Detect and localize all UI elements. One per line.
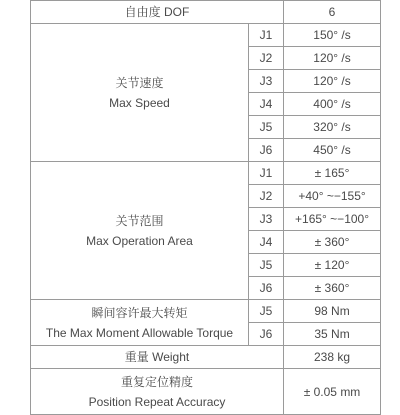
joint-cell: J3 <box>249 70 284 93</box>
range-value: +40° ~−155° <box>284 185 381 208</box>
torque-value: 98 Nm <box>284 300 381 323</box>
operation-area-label <box>31 162 249 300</box>
dof-value: 6 <box>284 1 381 24</box>
joint-cell: J6 <box>249 139 284 162</box>
joint-cell: J4 <box>249 93 284 116</box>
max-speed-label-cn: 关节速度 <box>115 75 164 90</box>
range-value: +165° ~−100° <box>284 208 381 231</box>
range-value: ± 360° <box>284 231 381 254</box>
range-value: ± 165° <box>284 162 381 185</box>
weight-label: 重量 Weight <box>31 346 284 369</box>
repeat-accuracy-label-en: Position Repeat Accuracy <box>88 394 226 409</box>
joint-cell: J1 <box>249 162 284 185</box>
robot-spec-table <box>30 0 381 415</box>
repeat-accuracy-label <box>31 369 284 415</box>
range-value: ± 360° <box>284 277 381 300</box>
max-speed-label <box>31 24 249 162</box>
joint-cell: J4 <box>249 231 284 254</box>
torque-row <box>31 300 381 323</box>
dof-row <box>31 1 381 24</box>
joint-cell: J5 <box>249 116 284 139</box>
joint-cell: J5 <box>249 300 284 323</box>
dof-label: 自由度 DOF <box>31 1 284 24</box>
range-value: ± 120° <box>284 254 381 277</box>
repeat-accuracy-label-cn: 重复定位精度 <box>121 374 194 389</box>
joint-cell: J5 <box>249 254 284 277</box>
joint-cell: J6 <box>249 323 284 346</box>
speed-value: 120° /s <box>284 47 381 70</box>
torque-label-en: The Max Moment Allowable Torque <box>45 325 234 340</box>
joint-cell: J3 <box>249 208 284 231</box>
operation-area-label-cn: 关节范围 <box>115 213 164 228</box>
joint-cell: J1 <box>249 24 284 47</box>
joint-cell: J6 <box>249 277 284 300</box>
joint-cell: J2 <box>249 185 284 208</box>
torque-value: 35 Nm <box>284 323 381 346</box>
repeat-accuracy-row <box>31 369 381 415</box>
joint-cell: J2 <box>249 47 284 70</box>
repeat-accuracy-value: ± 0.05 mm <box>284 369 381 415</box>
speed-value: 400° /s <box>284 93 381 116</box>
speed-value: 150° /s <box>284 24 381 47</box>
speed-value: 120° /s <box>284 70 381 93</box>
max-speed-row <box>31 24 381 47</box>
max-speed-label-en: Max Speed <box>109 95 170 110</box>
weight-value: 238 kg <box>284 346 381 369</box>
operation-area-row <box>31 162 381 185</box>
operation-area-label-en: Max Operation Area <box>86 233 193 248</box>
weight-row <box>31 346 381 369</box>
speed-value: 320° /s <box>284 116 381 139</box>
speed-value: 450° /s <box>284 139 381 162</box>
torque-label <box>31 300 249 346</box>
torque-label-cn: 瞬间容许最大转矩 <box>91 305 188 320</box>
